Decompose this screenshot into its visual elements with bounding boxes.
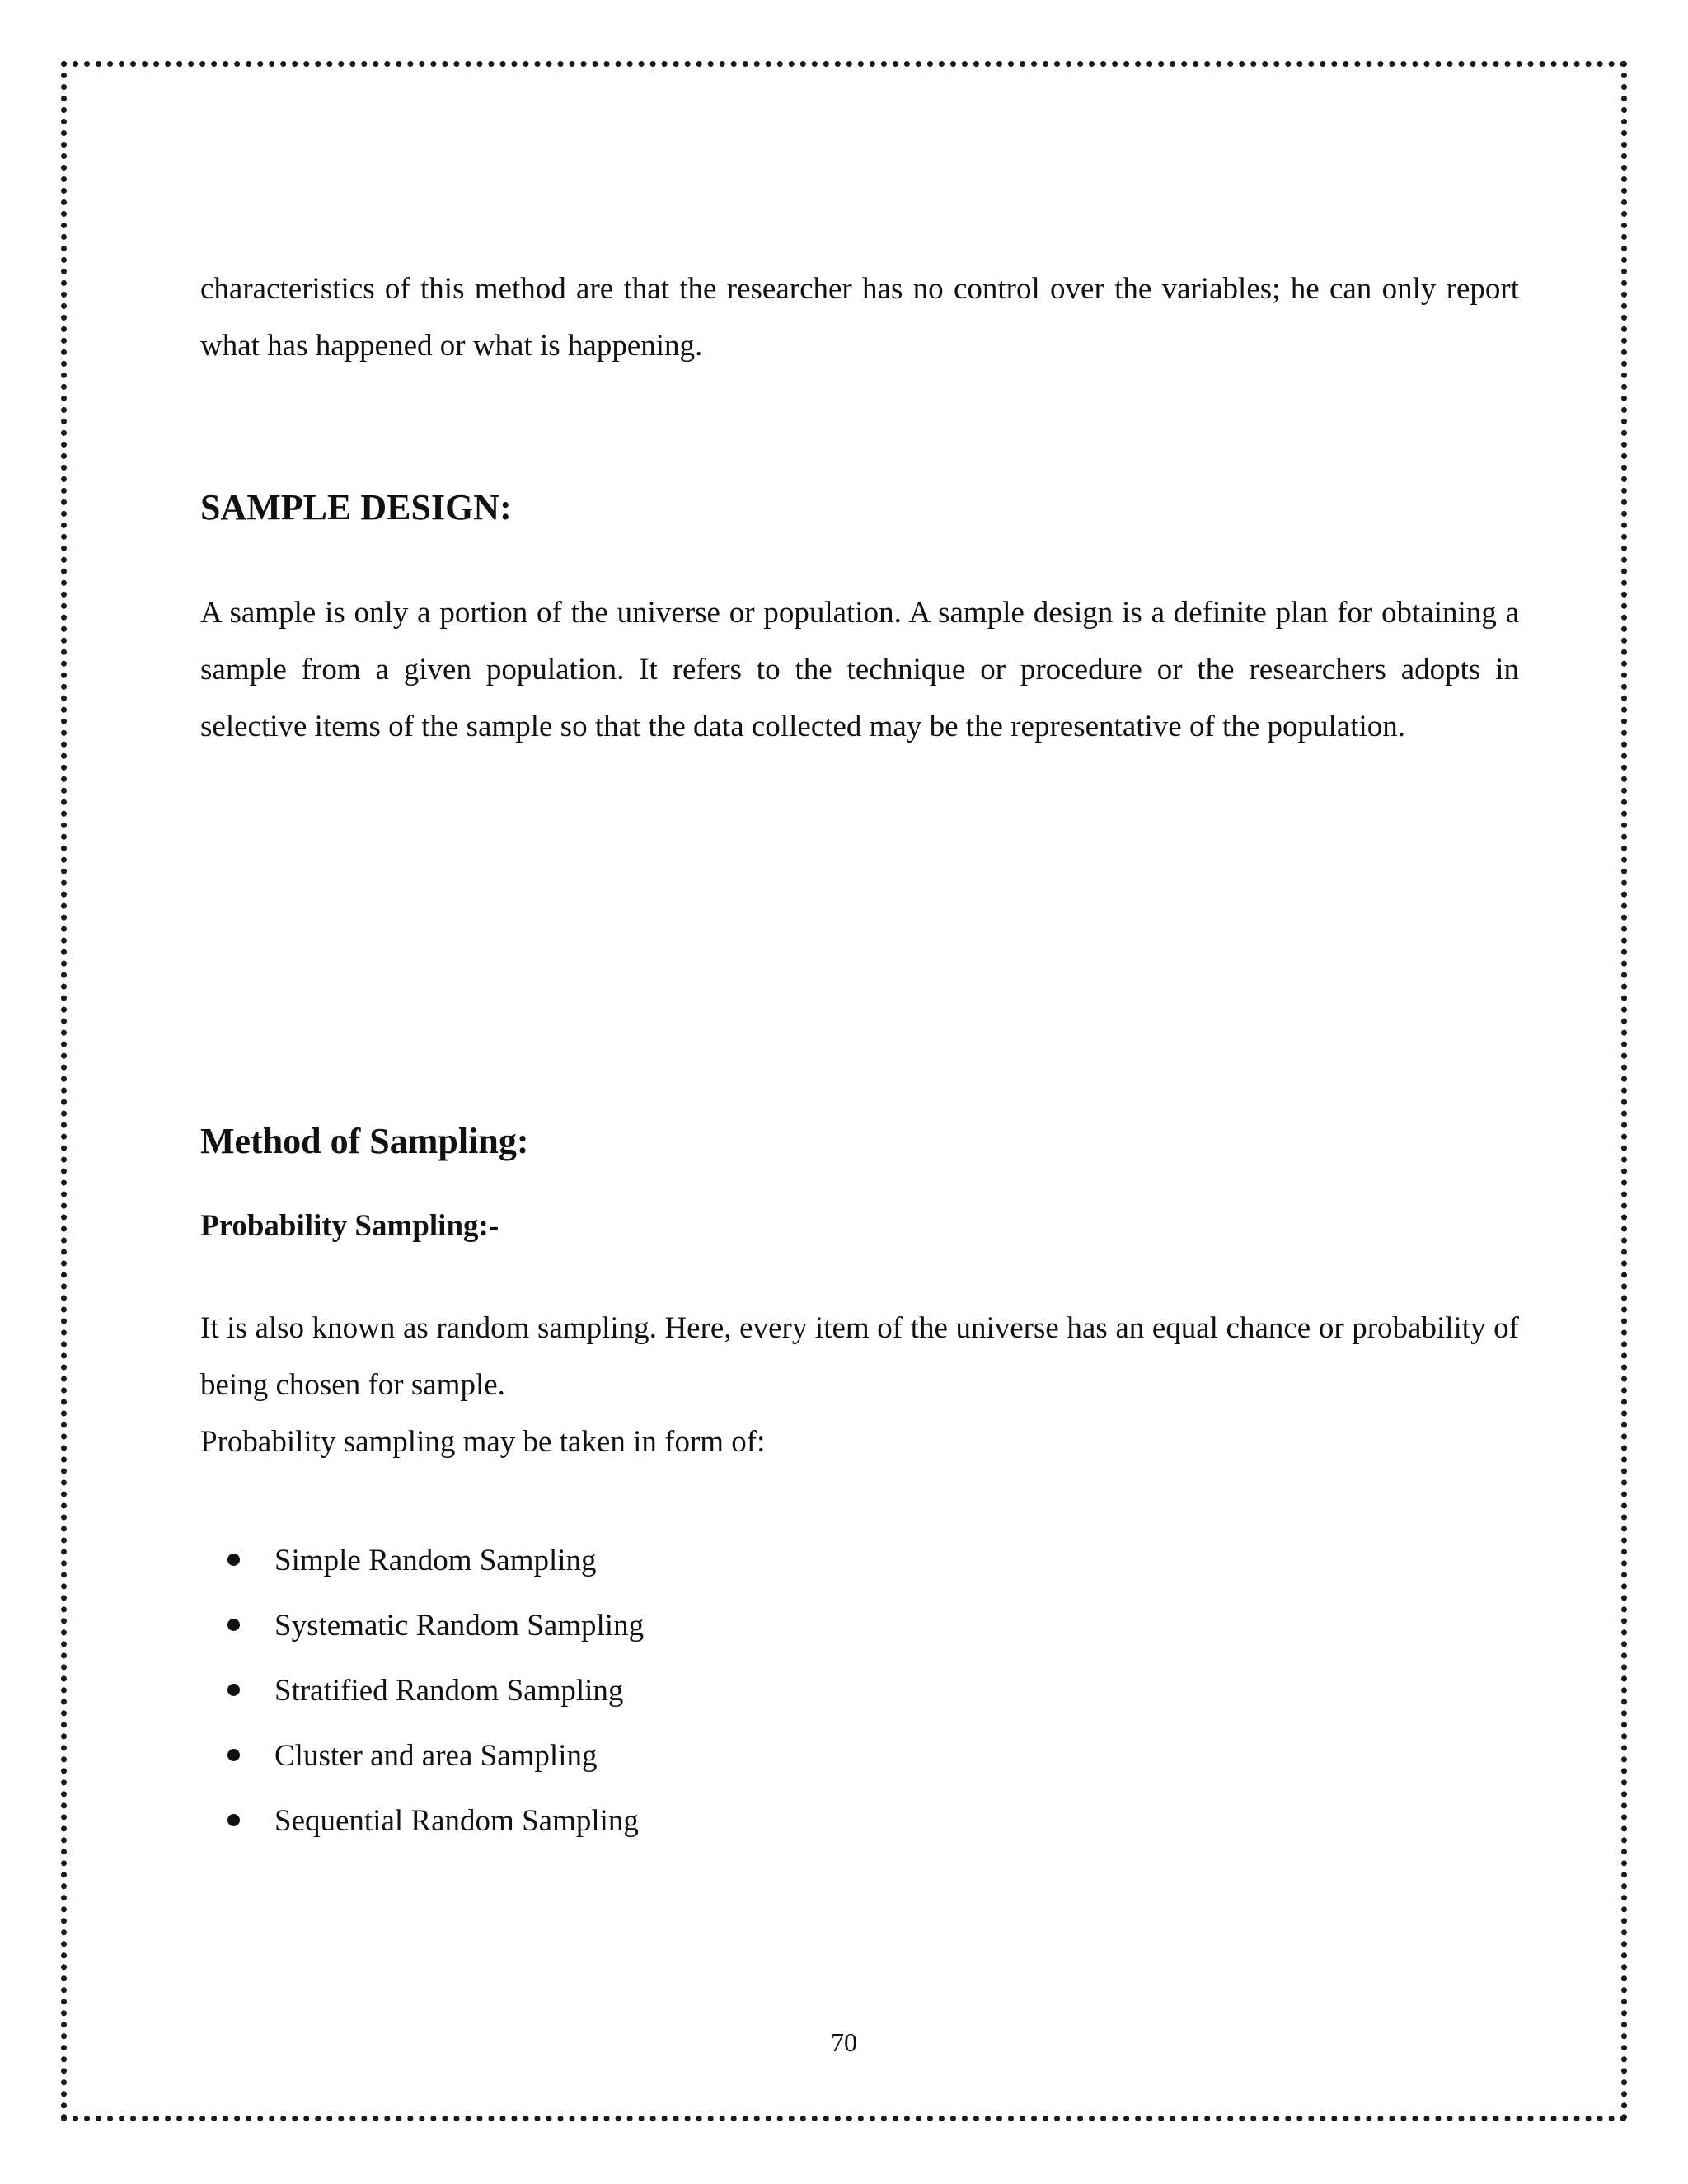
sampling-types-list bbox=[200, 1528, 1519, 1854]
bullet-icon bbox=[227, 1749, 240, 1761]
list-item-label: Sequential Random Sampling bbox=[274, 1804, 639, 1838]
bullet-icon bbox=[227, 1684, 240, 1696]
list-item bbox=[200, 1658, 1519, 1723]
intro-paragraph: characteristics of this method are that the researcher has no control over the variables; he can only report what has happened or what is happening. bbox=[200, 272, 1519, 363]
bullet-icon bbox=[227, 1619, 240, 1631]
list-item bbox=[200, 1528, 1519, 1593]
bullet-icon bbox=[227, 1814, 240, 1826]
list-item-label: Simple Random Sampling bbox=[274, 1544, 597, 1577]
page-number: 70 bbox=[831, 2027, 857, 2057]
bullet-icon bbox=[227, 1554, 240, 1566]
list-item bbox=[200, 1593, 1519, 1658]
probability-sampling-heading: Probability Sampling:- bbox=[200, 1209, 499, 1243]
sample-design-paragraph: A sample is only a portion of the universe or population. A sample design is a definite plan for obtaining a sample from a given population. It refers to the technique or procedure or the researchers adopts in selective items of the sample so that the data collected may be the representative of the population. bbox=[200, 596, 1519, 743]
sample-design-heading: SAMPLE DESIGN: bbox=[200, 487, 512, 527]
list-item-label: Stratified Random Sampling bbox=[274, 1674, 624, 1708]
list-item-label: Systematic Random Sampling bbox=[274, 1609, 645, 1643]
list-item bbox=[200, 1723, 1519, 1788]
method-of-sampling-heading: Method of Sampling: bbox=[200, 1121, 529, 1161]
page-content bbox=[200, 264, 1519, 1854]
probability-paragraph: It is also known as random sampling. Here, every item of the universe has an equal chance or probability of being chosen for sample. bbox=[200, 1311, 1519, 1402]
list-item-label: Cluster and area Sampling bbox=[274, 1739, 598, 1773]
list-item bbox=[200, 1788, 1519, 1854]
probability-forms-paragraph: Probability sampling may be taken in form of: bbox=[200, 1425, 766, 1459]
